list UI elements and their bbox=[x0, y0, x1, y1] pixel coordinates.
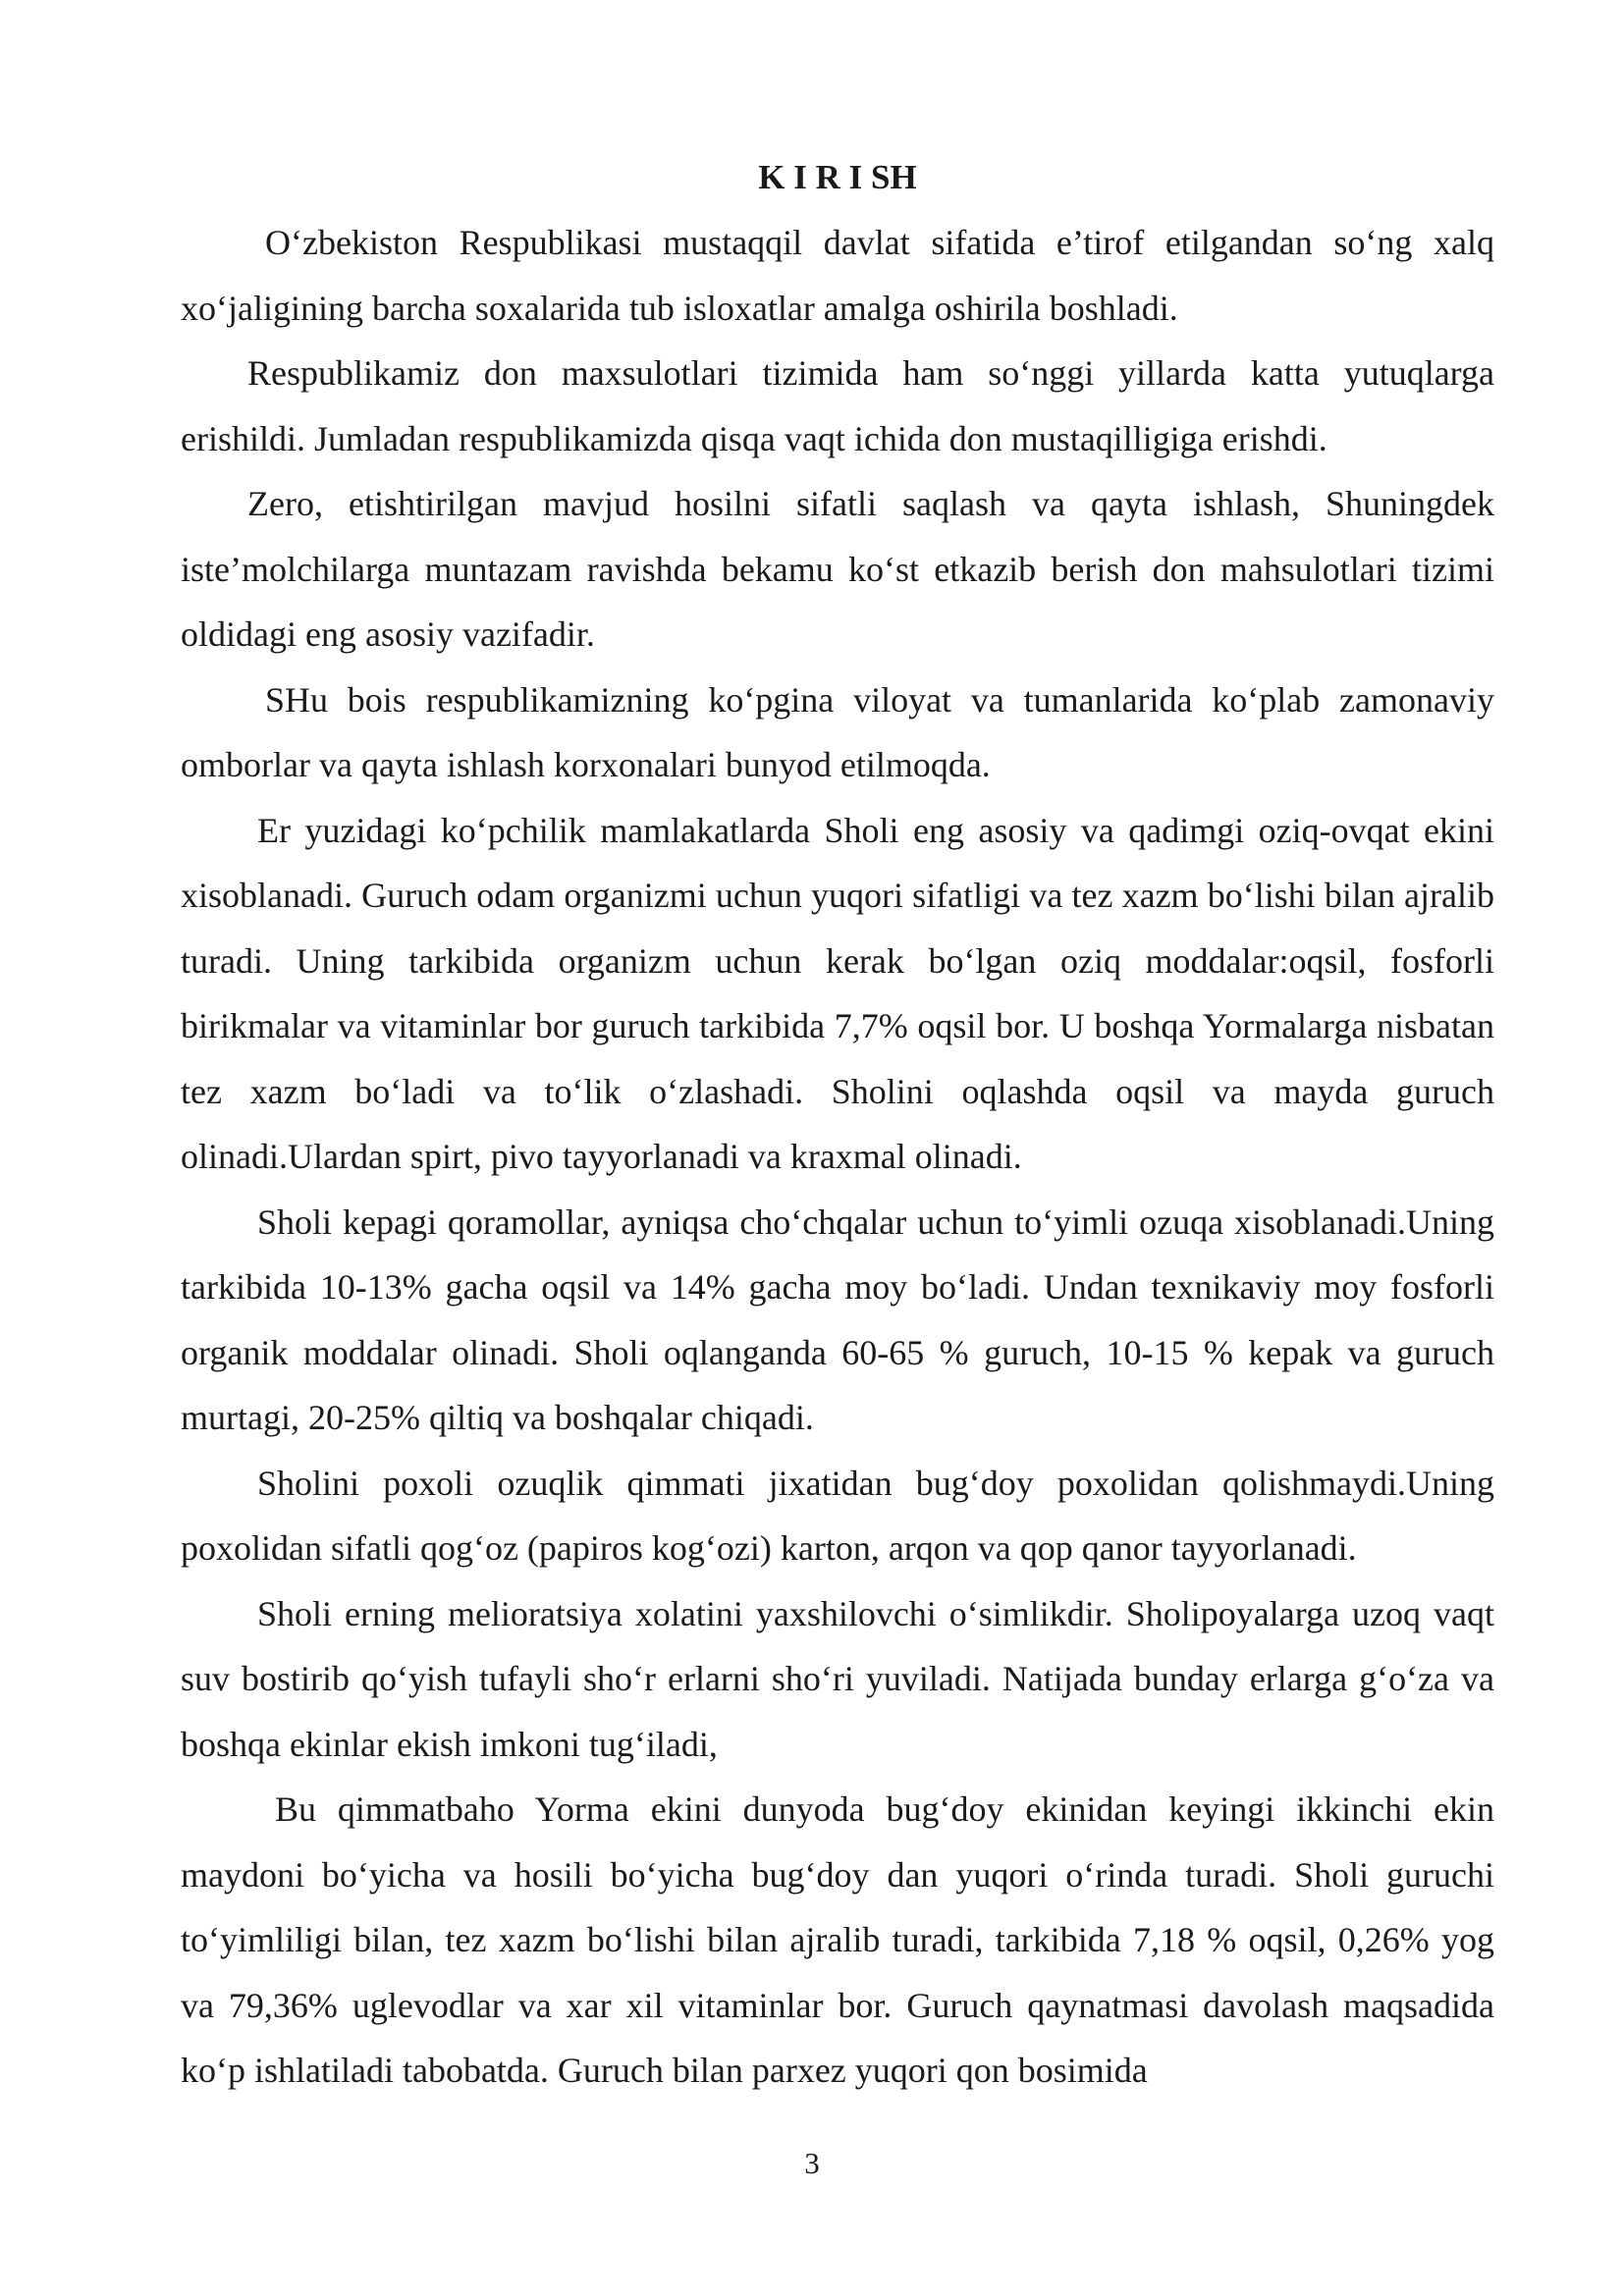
paragraph: O‘zbekiston Respublikasi mustaqqil davlat sifatida e’tirof etilgandan so‘ng xalq xo‘jaligining barcha soxalarida tub isloxatlar amalga oshirila boshladi. bbox=[181, 223, 1494, 328]
section-heading: K I R I SH bbox=[758, 158, 917, 196]
page-number: 3 bbox=[804, 2146, 820, 2180]
paragraph: Sholi erning melioratsiya xolatini yaxshilovchi o‘simlikdir. Sholipoyalarga uzoq vaqt suv bostirib qo‘yish tufayli sho‘r erlarni sho‘ri yuviladi. Natijada bunday erlarga g‘o‘za va boshqa ekinlar ekish imkoni tug‘iladi, bbox=[181, 1593, 1494, 1764]
paragraph: SHu bois respublikamizning ko‘pgina viloyat va tumanlarida ko‘plab zamonaviy omborlar va qayta ishlash korxonalari bunyod etilmoqda. bbox=[181, 679, 1494, 784]
paragraph: Sholini poxoli ozuqlik qimmati jixatidan bug‘doy poxolidan qolishmaydi.Uning poxolidan sifatli qog‘oz (papiros kog‘ozi) karton, arqon va qop qanor tayyorlanadi. bbox=[181, 1463, 1494, 1568]
body-text bbox=[181, 210, 1494, 2104]
paragraph: Er yuzidagi ko‘pchilik mamlakatlarda Sholi eng asosiy va qadimgi oziq-ovqat ekini xisoblanadi. Guruch odam organizmi uchun yuqori sifatligi va tez xazm bo‘lishi bilan ajralib turadi. Uning tarkibida organizm uchun kerak bo‘lgan oziq moddalar:oqsil, fosforli birikmalar va vitaminlar bor guruch tarkibida 7,7% oqsil bor. U boshqa Yormalarga nisbatan tez xazm bo‘ladi va to‘lik o‘zlashadi. Sholini oqlashda oqsil va mayda guruch olinadi.Ulardan spirt, pivo tayyorlanadi va kraxmal olinadi. bbox=[181, 810, 1494, 1176]
paragraph: Bu qimmatbaho Yorma ekini dunyoda bug‘doy ekinidan keyingi ikkinchi ekin maydoni bo‘yicha va hosili bo‘yicha bug‘doy dan yuqori o‘rinda turadi. Sholi guruchi to‘yimliligi bilan, tez xazm bo‘lishi bilan ajralib turadi, tarkibida 7,18 % oqsil, 0,26% yog va 79,36% uglevodlar va xar xil vitaminlar bor. Guruch qaynatmasi davolash maqsadida ko‘p ishlatiladi tabobatda. Guruch bilan parxez yuqori qon bosimida bbox=[181, 1789, 1494, 2090]
paragraph: Respublikamiz don maxsulotlari tizimida ham so‘nggi yillarda katta yutuqlarga erishildi. Jumladan respublikamizda qisqa vaqt ichida don mustaqilligiga erishdi. bbox=[181, 353, 1494, 458]
paragraph: Zero, etishtirilgan mavjud hosilni sifatli saqlash va qayta ishlash, Shuningdek iste’molchilarga muntazam ravishda bekamu ko‘st etkazib berish don mahsulotlari tizimi oldidagi eng asosiy vazifadir. bbox=[181, 484, 1494, 654]
paragraph: Sholi kepagi qoramollar, ayniqsa cho‘chqalar uchun to‘yimli ozuqa xisoblanadi.Uning tarkibida 10-13% gacha oqsil va 14% gacha moy bo‘ladi. Undan texnikaviy moy fosforli organik moddalar olinadi. Sholi oqlanganda 60-65 % guruch, 10-15 % kepak va guruch murtagi, 20-25% qiltiq va boshqalar chiqadi. bbox=[181, 1201, 1494, 1437]
